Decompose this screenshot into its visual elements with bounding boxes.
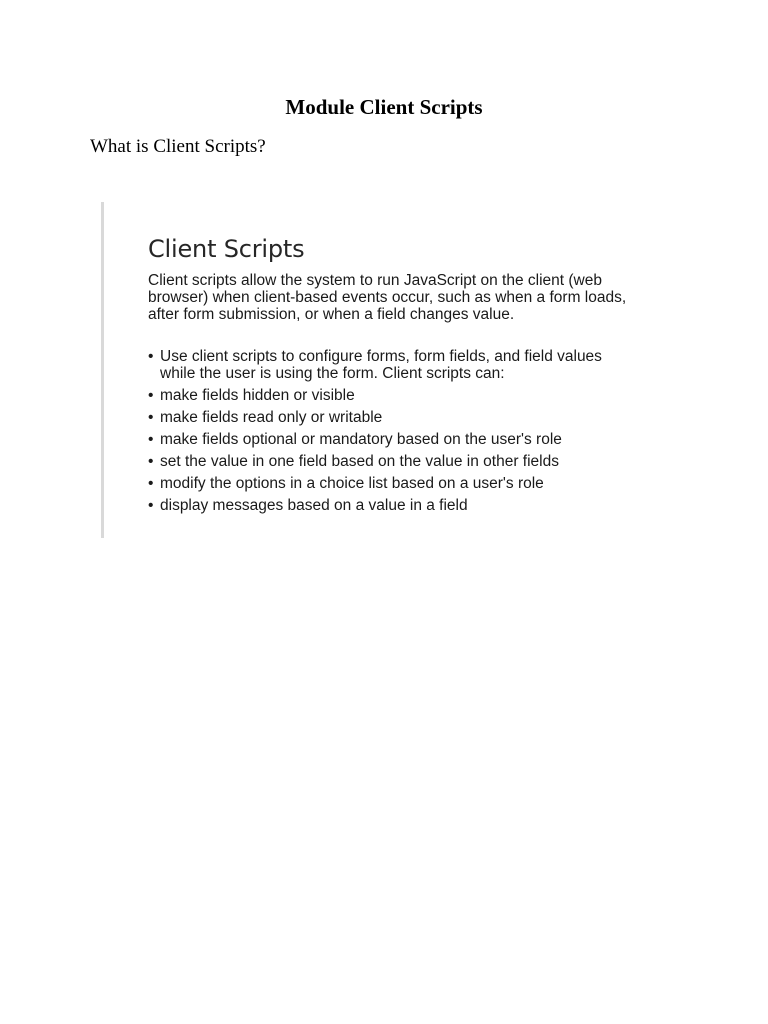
slide-title: Client Scripts — [148, 235, 305, 263]
list-item: • make fields read only or writable — [148, 409, 628, 426]
list-item: • Use client scripts to configure forms, form fields, and field values while the user is using the form. Client scripts can: — [148, 348, 628, 382]
list-item: • modify the options in a choice list based on a user's role — [148, 475, 628, 492]
list-item: • make fields hidden or visible — [148, 387, 628, 404]
bullet-list — [148, 348, 628, 519]
list-item: • display messages based on a value in a field — [148, 497, 628, 514]
list-item: • make fields optional or mandatory based on the user's role — [148, 431, 628, 448]
slide-intro: Client scripts allow the system to run JavaScript on the client (web browser) when client-based events occur, such as when a form loads, after form submission, or when a field changes value. — [148, 272, 627, 323]
page-title: Module Client Scripts — [285, 95, 483, 119]
question-text: What is Client Scripts? — [90, 136, 266, 157]
list-item: • set the value in one field based on the value in other fields — [148, 453, 628, 470]
image-left-border — [101, 202, 104, 538]
slide-image — [101, 202, 641, 538]
